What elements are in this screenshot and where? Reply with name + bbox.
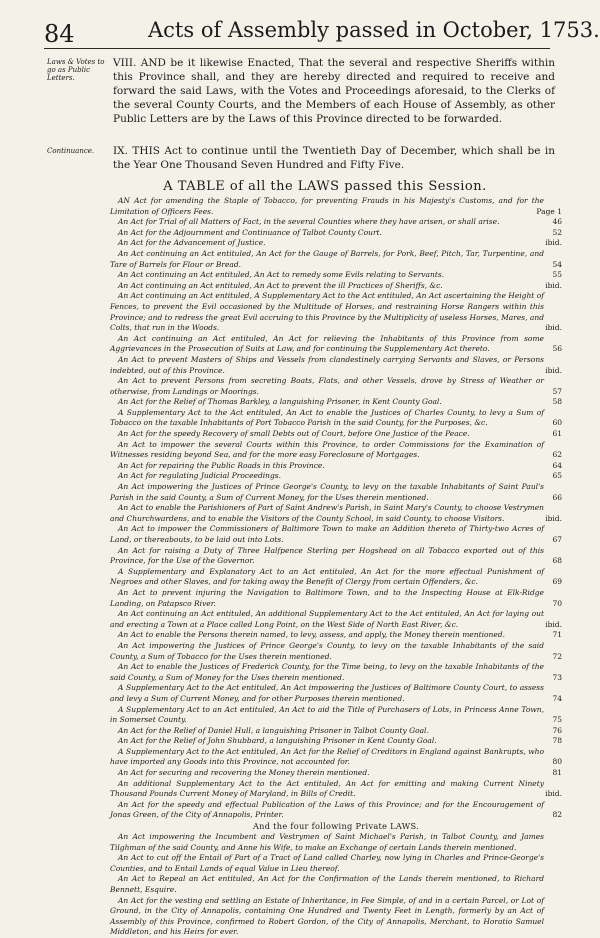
table-entry	[110, 726, 562, 737]
entry-page-ref: 73	[552, 672, 562, 682]
entry-page-ref: 80	[552, 757, 562, 767]
entry-page-ref: ibid.	[545, 365, 562, 375]
entry-page-ref: 54	[552, 259, 562, 269]
entry-title: An Act for regulating Judicial Proceedings.	[118, 471, 282, 481]
entry-title: A Supplementary Act to the Act entituled, An Act impowering the Justices of Baltimore County Court, to assess and levy a Sum of Current Money, and for other Purposes therein mentioned.	[110, 683, 544, 703]
private-law-entry	[110, 896, 562, 938]
entry-page-ref: 70	[552, 598, 562, 608]
private-law-entry	[110, 874, 562, 895]
entry-title: An Act continuing an Act entituled, An Act to prevent the ill Practices of Sheriffs, &c.	[118, 280, 443, 290]
header-rule	[44, 48, 550, 49]
entry-page-ref: Page 1	[536, 206, 562, 216]
entry-page-ref: 55	[552, 270, 562, 280]
entry-title: An Act continuing an Act entituled, An Act to remedy some Evils relating to Servants.	[118, 270, 445, 280]
entry-title: An Act to enable the Parishioners of Part of Saint Andrew's Parish, in Saint Mary's County, to choose Vestrymen and Churchwardens, and to enable the Visitors of the County School, in said County, to choose Visitors.	[110, 503, 544, 523]
entry-title: An Act for the Adjournment and Continuance of Talbot County Court.	[118, 227, 382, 237]
table-entry	[110, 736, 562, 747]
entry-title: An Act impowering the Justices of Prince George's County, to levy on the taxable Inhabitants of Saint Paul's Parish in the said County, a Sum of Current Money, for the Uses therein mentioned.	[110, 482, 544, 502]
entry-title: An Act to impower the several Courts within this Province, to order Commissions for the Examination of Witnesses residing beyond Sea, and for the more easy Foreclosure of Mortgages.	[110, 439, 544, 460]
entry-title: An Act to prevent Persons from secreting Boats, Flats, and other Vessels, drove by Stress of Weather or otherwise, from Landings or Moorings.	[110, 376, 544, 396]
running-title: Acts of Assembly passed in October, 1753.	[148, 18, 600, 42]
entry-page-ref: 81	[552, 768, 562, 778]
entry-title: An Act for the speedy and effectual Publication of the Laws of this Province; and for the Encouragement of Jonas Green, of the City of Annapolis, Printer.	[110, 799, 544, 820]
table-entry	[110, 524, 562, 545]
table-entry	[110, 630, 562, 641]
table-entry	[110, 270, 562, 281]
page-number: 84	[44, 20, 75, 48]
entry-page-ref: 67	[552, 535, 562, 544]
table-entry	[110, 588, 562, 609]
entry-title: An Act for the Relief of Thomas Barkley, a languishing Prisoner, in Kent County Goal.	[118, 397, 442, 407]
entry-title: An Act for Trial of all Matters of Fact, in the several Counties where they have arisen, or shall arise.	[118, 217, 500, 227]
entry-page-ref: ibid.	[545, 789, 562, 799]
table-entry	[110, 747, 562, 768]
entry-title: An Act for the Relief of Daniel Hull, a languishing Prisoner in Talbot County Goal.	[118, 725, 429, 735]
entry-title: A Supplementary Act to the Act entituled, An Act for the Relief of Creditors in England against Bankrupts, who have imported any Goods into this Province, not accounted for.	[110, 746, 544, 767]
entry-title: An Act for securing and recovering the Money therein mentioned.	[118, 768, 370, 778]
section-text: IX. THIS Act to continue until the Twentieth Day of December, which shall be in the Year One Thousand Seven Hundred and Fifty Five.	[113, 145, 555, 171]
entry-title: A Supplementary Act to the Act entituled, An Act to enable the Justices of Charles County, to levy a Sum of Tobacco on the taxable Inhabitants of Port Tobacco Parish in the said County, for the Purposes, &c.	[110, 407, 544, 428]
entry-title: An Act to enable the Justices of Frederick County, for the Time being, to levy on the taxable Inhabitants of the said County, a Sum of Money for the Uses therein mentioned.	[110, 662, 544, 682]
entry-title: An Act for the vesting and settling an Estate of Inheritance, in Fee Simple, of and in a certain Parcel, or Lot of Ground, in the City of Annapolis, containing One Hundred and Twenty Feet in Length, formerly by an Act of Assembly of this Province, confirmed to Robert Gordon, of the City of Annapolis, Merchant, to Horatio Samuel Middleton, and his Heirs for ever.	[110, 895, 544, 937]
entry-title: An additional Supplementary Act to the Act entituled, An Act for emitting and making Current Ninety Thousand Pounds Current Money of Maryland, in Bills of Credit.	[110, 778, 544, 799]
table-entry	[110, 609, 562, 630]
table-entry	[110, 503, 562, 524]
entry-title: An Act continuing an Act entituled, An additional Supplementary Act to the Act entituled, An Act for laying out and erecting a Town at a Place called Long Point, on the West Side of North East River, &c.	[110, 609, 544, 629]
entry-page-ref: 71	[552, 630, 562, 640]
private-law-entry	[110, 832, 562, 853]
entry-page-ref: ibid.	[545, 238, 562, 248]
entry-title: An Act to impower the Commissioners of Baltimore Town to make an Addition thereto of Thirty-two Acres of Land, or thereabouts, to be laid out into Lots.	[110, 524, 544, 544]
section-text: VIII. AND be it likewise Enacted, That the several and respective Sheriffs within this Province shall, and they are hereby directed and required to receive and forward the said Laws, with the Votes and Proceedings aforesaid, to the Clerks of the several County Courts, and the Members of each House of Assembly, as other Public Letters are by the Laws of this Province directed to be forwarded.	[113, 57, 555, 125]
table-entry	[110, 546, 562, 567]
entry-page-ref: ibid.	[545, 619, 562, 629]
entry-page-ref: 46	[552, 217, 562, 227]
entry-title: An Act continuing an Act entituled, An Act for relieving the Inhabitants of this Province from some Aggrievances in the Prosecution of Suits at Law, and for continuing the Supplementary Act thereto.	[110, 333, 544, 354]
table-entry	[110, 429, 562, 440]
table-title: A TABLE of all the LAWS passed this Session.	[163, 179, 487, 194]
entry-title: An Act for raising a Duty of Three Halfpence Sterling per Hogshead on all Tobacco exported out of this Province, for the Use of the Governor.	[110, 545, 544, 566]
table-entry	[110, 461, 562, 472]
entry-title: An Act to Repeal an Act entituled, An Act for the Confirmation of the Lands therein mentioned, to Richard Bennett, Esquire.	[110, 874, 544, 894]
entry-page-ref: 52	[552, 227, 562, 237]
entry-page-ref: 64	[552, 460, 562, 470]
entry-title: A Supplementary and Explanatory Act to an Act entituled, An Act for the more effectual Punishment of Negroes and other Slaves, and for taking away the Benefit of Clergy from certain Offenders, &c.	[110, 566, 544, 587]
table-entry	[110, 355, 562, 376]
table-entry	[110, 228, 562, 239]
private-laws-title: And the four following Private LAWS.	[252, 821, 420, 832]
laws-table	[110, 196, 562, 938]
entry-title: An Act for the Relief of John Shubbard, a languishing Prisoner in Kent County Goal.	[118, 736, 437, 746]
table-entry	[110, 768, 562, 779]
table-entry	[110, 249, 562, 270]
private-law-entry	[110, 853, 562, 874]
section-ix	[47, 144, 557, 176]
table-entry	[110, 662, 562, 683]
entry-page-ref: 65	[552, 471, 562, 481]
side-note: Laws & Votes to go as Public Letters.	[47, 58, 105, 82]
entry-page-ref: ibid.	[545, 323, 562, 333]
table-entry	[110, 238, 562, 249]
entry-title: An Act to cut off the Entail of Part of a Tract of Land called Charley, now lying in Charles and Prince-George's Counties, and to Entail Lands of equal Value in Lieu thereof.	[110, 853, 544, 873]
entry-title: An Act continuing an Act entituled, A Supplementary Act to the Act entituled, An Act ascertaining the Height of Fences, to prevent the Evil occasioned by the Multitude of Horses, and restraining Horse Rangers within this Province; and to redress the great Evil accruing to this Province by the Multiplicity of useless Horses, Mares, and Colts, that run in the Woods.	[110, 291, 544, 333]
table-entry	[110, 408, 562, 429]
table-entry	[110, 779, 562, 800]
entry-page-ref: ibid.	[545, 280, 562, 290]
table-entry	[110, 567, 562, 588]
side-note: Continuance.	[47, 147, 95, 155]
entry-title: An Act continuing an Act entituled, An Act for the Gauge of Barrels, for Pork, Beef, Pitch, Tar, Turpentine, and Tare of Barrels for Flour or Bread.	[110, 248, 544, 269]
entry-title: An Act impowering the Incumbent and Vestrymen of Saint Michael's Parish, in Talbot County, and James Tilghman of the said County, and Anne his Wife, to make an Exchange of certain Lands therein mentioned.	[110, 832, 544, 852]
table-entry	[110, 800, 562, 821]
entry-page-ref: 61	[552, 429, 562, 439]
entry-page-ref: 78	[552, 736, 562, 746]
entry-page-ref: 58	[552, 397, 562, 407]
page-header	[44, 18, 600, 50]
entry-title: An Act for repairing the Public Roads in this Province.	[118, 460, 325, 470]
entry-title: An Act for the Advancement of Justice.	[118, 238, 266, 248]
entry-page-ref: 60	[552, 418, 562, 428]
table-entry	[110, 440, 562, 461]
table-entry	[110, 471, 562, 482]
entry-page-ref: 57	[552, 386, 562, 396]
entry-page-ref: 75	[552, 715, 562, 725]
entry-page-ref: 82	[552, 810, 562, 820]
table-entry	[110, 641, 562, 662]
entry-title: An Act impowering the Justices of Prince George's County, to levy on the taxable Inhabitants of the said County, a Sum of Tobacco for the Uses therein mentioned.	[110, 640, 544, 661]
entry-title: An Act to prevent injuring the Navigation to Baltimore Town, and to the Inspecting House at Elk-Ridge Landing, on Patapsco River.	[110, 587, 544, 608]
section-viii	[47, 56, 557, 148]
entry-title: AN Act for amending the Staple of Tobacco, for preventing Frauds in his Majesty's Customs, and for the Limitation of Officers Fees.	[110, 196, 544, 216]
table-entry	[110, 705, 562, 726]
entry-page-ref: 76	[552, 725, 562, 735]
table-entry	[110, 291, 562, 333]
entry-page-ref: 62	[552, 450, 562, 460]
table-entry	[110, 334, 562, 355]
table-entry	[110, 376, 562, 397]
entry-page-ref: ibid.	[545, 513, 562, 523]
entry-page-ref: 74	[552, 693, 562, 703]
entry-page-ref: 69	[552, 577, 562, 587]
entry-page-ref: 66	[552, 492, 562, 502]
entry-page-ref: 72	[552, 651, 562, 661]
table-entry	[110, 196, 562, 217]
entry-title: An Act to prevent Masters of Ships and Vessels from clandestinely carrying Servants and Slaves, or Persons indebted, out of this Province.	[110, 354, 544, 375]
entry-title: An Act for the speedy Recovery of small Debts out of Court, before One Justice of the Peace.	[118, 429, 470, 439]
table-entry	[110, 217, 562, 228]
entry-page-ref: 56	[552, 344, 562, 354]
table-entry	[110, 281, 562, 292]
entry-title: A Supplementary Act to an Act entituled, An Act to aid the Title of Purchasers of Lots, in Princess Anne Town, in Somerset County.	[110, 704, 544, 725]
table-entry	[110, 397, 562, 408]
table-entry	[110, 683, 562, 704]
entry-title: An Act to enable the Persons therein named, to levy, assess, and apply, the Money therein mentioned.	[118, 630, 505, 640]
table-entry	[110, 482, 562, 503]
entry-page-ref: 68	[552, 556, 562, 566]
